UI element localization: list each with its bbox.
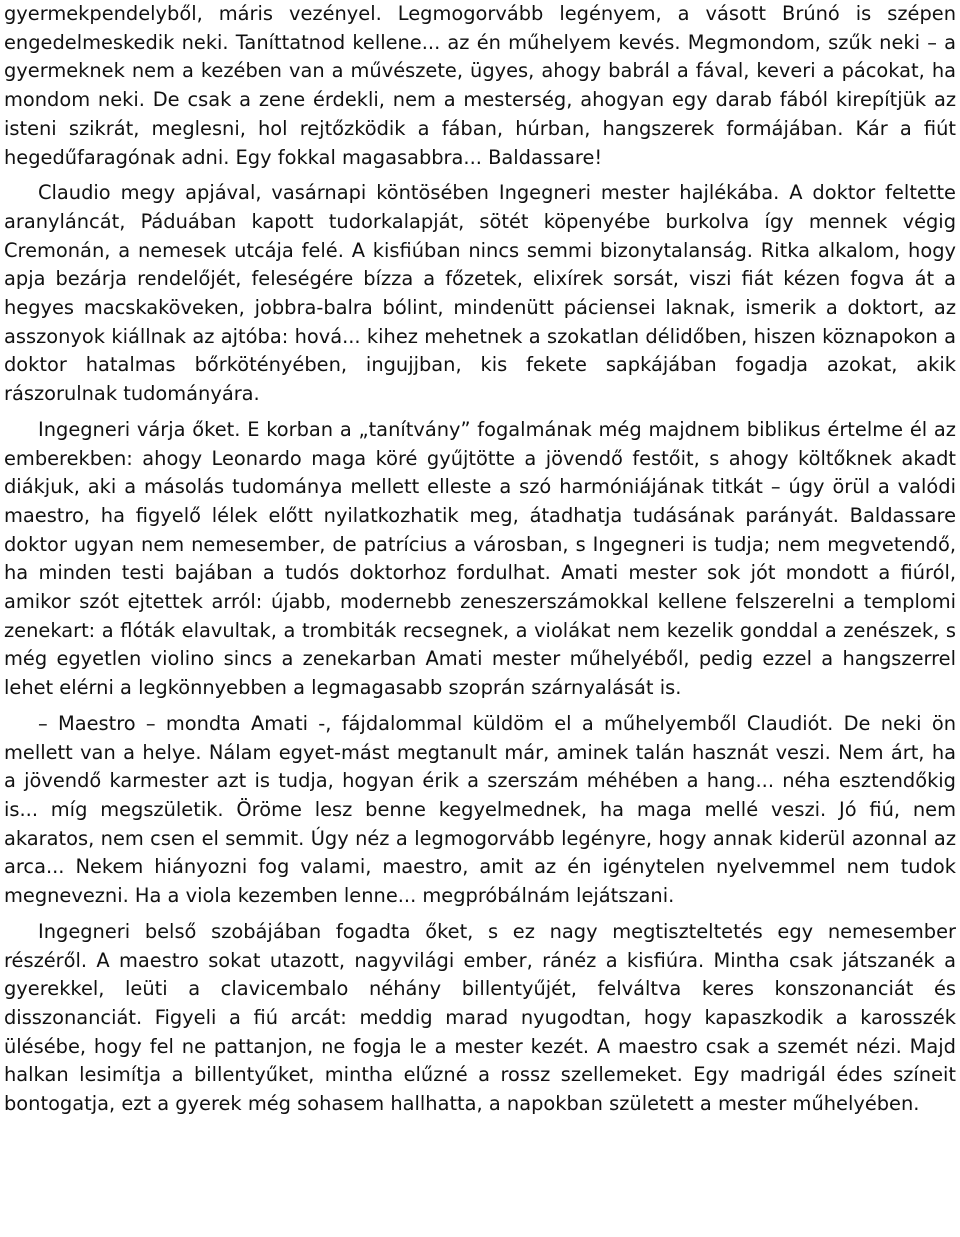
paragraph-2: Claudio megy apjával, vasárnapi köntösében Ingegneri mester hajlékába. A doktor feltette aranyláncát, Páduában kapott tudorkalapját, sötét köpenyébe burkolva így mennek végig Cremonán, a nemesek utcája felé. A kisfiúban nincs semmi bizonytalanság. Ritka alkalom, hogy apja bezárja rendelőjét, feleségére bízza a főzetek, elixírek sorsát, viszi fiát kézen fogva át a hegyes macskaköveken, jobbra-balra bólint, mindenütt páciensei laknak, ismerik a doktort, az asszonyok kiállnak az ajtóba: hová... kihez mehetnek a szokatlan délidőben, hiszen köznapokon a doktor hatalmas bőrkötényében, ingujjban, kis fekete sapkájában fogadja azokat, akik rászorulnak tudományára. bbox=[4, 181, 956, 406]
paragraph-4: – Maestro – mondta Amati -, fájdalommal küldöm el a műhelyemből Claudiót. De neki ön mellett van a helye. Nálam egyet-mást megtanult már, aminek talán hasznát veszi. Nem árt, ha a jövendő karmester azt is tudja, hogyan érik a szerszám méhében a hang... néha esztendőkig is... míg megszületik. Öröme lesz benne kegyelmednek, ha maga mellé veszi. Jó fiú, nem akaratos, nem csen el semmit. Úgy néz a legmogorvább legényre, hogy annak kiderül azonnal az arca... Nekem hiányozni fog valami, maestro, amit az én igénytelen nyelvemmel nem tudok megnevezni. Ha a viola kezemben lenne... megpróbálnám lejátszani. bbox=[4, 711, 956, 908]
paragraph-1: gyermekpendelyből, máris vezényel. Legmogorvább legényem, a vásott Brúnó is szépen engedelmeskedik neki. Taníttatnod kellene... az én műhelyem kevés. Megmondom, szűk neki – a gyermeknek nem a kezében van a művészete, ügyes, ahogy babrál a fával, keveri a pácokat, ha mondom neki. De csak a zene érdekli, nem a mesterség, ahogyan egy darab fából kirepítjük az isteni szikrát, meglesni, hol rejtőzködik a fában, húrban, hangszerek formájában. Kár a fiút hegedűfaragónak adni. Egy fokkal magasabbra... Baldassare! bbox=[4, 2, 956, 169]
paragraph-5: Ingegneri belső szobájában fogadta őket, s ez nagy megtiszteltetés egy nemesember részéről. A maestro sokat utazott, nagyvilági ember, ránéz a kisfiúra. Mintha csak játszanék a gyerekkel, leüti a clavicembalo néhány billentyűjét, felváltva keres konszonanciát és disszonanciát. Figyeli a fiú arcát: meddig marad nyugodtan, hogy kapaszkodik a karosszék ülésébe, hogy fel ne pattanjon, ne fogja le a mester kezét. A maestro csak a szemét nézi. Majd halkan lesimítja a billentyűket, mintha elűzné a rossz szellemeket. Egy madrigál édes színeit bontogatja, ezt a gyerek még sohasem hallhatta, a napokban született a mester műhelyében. bbox=[4, 919, 956, 1116]
document-page bbox=[4, 0, 956, 1126]
paragraph-3: Ingegneri várja őket. E korban a „tanítvány” fogalmának még majdnem biblikus értelme él az emberekben: ahogy Leonardo maga köré gyűjtötte a jövendő festőit, s ahogy költőknek akadt diákjuk, aki a másolás tudománya mellett elleste a szó harmóniájának titkát – úgy örül a valódi maestro, ha figyelő lélek előtt nyilatkozhatik meg, átadhatja tudásának parányát. Baldassare doktor ugyan nem nemesember, de patrícius a városban, s Ingegneri is tudja; nem megvetendő, ha minden testi bajában a tudós doktorhoz fordulhat. Amati mester sok jót mondott a fiúról, amikor szót ejtettek arról: újabb, modernebb zeneszerszámokkal kellene felszerelni a templomi zenekart: a flóták elavultak, a trombiták recsegnek, a violákat nem kezelik gonddal a zenészek, s még egyetlen violino sincs a zenekarban Amati mester műhelyéből, pedig ezzel a hangszerrel lehet elérni a legkönnyebben a legmagasabb szoprán szárnyalását is. bbox=[4, 417, 956, 700]
